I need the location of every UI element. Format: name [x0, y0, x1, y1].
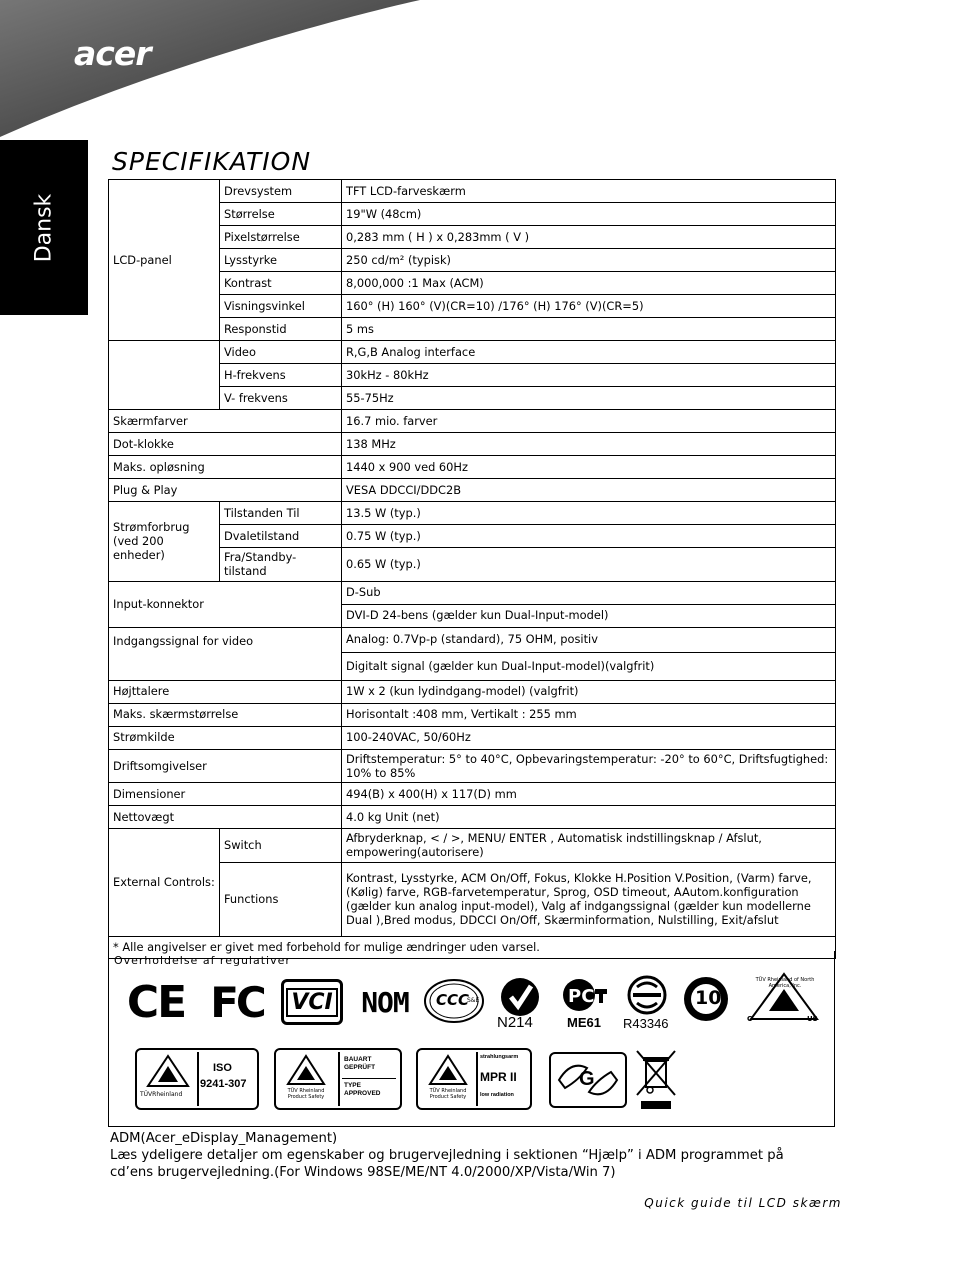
regulatory-section — [108, 951, 835, 1127]
vci-mark-icon: VCI — [281, 979, 343, 1025]
tuv-bauart-type-approved-mark-icon: TÜV Rheinland Product Safety BAUART GEPRÜFT TYPE APPROVED — [274, 1048, 402, 1110]
table-row — [109, 433, 836, 456]
table-row — [109, 806, 836, 829]
spec-value: 0,283 mm ( H ) x 0,283mm ( V ) — [342, 226, 836, 249]
group-label — [109, 341, 220, 410]
spec-label: Maks. skærmstørrelse — [109, 703, 342, 726]
weee-crossed-bin-icon — [633, 1049, 679, 1111]
page-footer: Quick guide til LCD skærm — [644, 1196, 842, 1210]
pct-code: ME61 — [567, 1015, 601, 1030]
table-row — [109, 749, 836, 783]
table-row — [109, 581, 836, 604]
c-tick-code: N214 — [497, 1014, 533, 1031]
table-row — [109, 783, 836, 806]
spec-value: 13.5 W (typ.) — [342, 502, 836, 525]
adm-description: Læs ydeligere detaljer om egenskaber og brugervejledning i sektionen “Hjælp” i ADM programmet på cd’ens brugervejledning.(For Windows 98SE/ME/NT 4.0/2000/XP/Vista/Win 7) — [110, 1148, 784, 1180]
spec-label: V- frekvens — [220, 387, 342, 410]
spec-label: Pixelstørrelse — [220, 226, 342, 249]
rohs-10-mark-icon: 10 — [681, 975, 731, 1023]
regulatory-title: Overholdelse af regulativer — [114, 954, 291, 967]
spec-value: 160° (H) 160° (V)(CR=10) /176° (H) 176° (V)(CR=5) — [342, 295, 836, 318]
spec-value: 1440 x 900 ved 60Hz — [342, 456, 836, 479]
spec-value: 0.65 W (typ.) — [342, 548, 836, 582]
spec-value: 494(B) x 400(H) x 117(D) mm — [342, 783, 836, 806]
spec-value: Kontrast, Lysstyrke, ACM On/Off, Fokus, Klokke H.Position V.Position, (Varm) farve, (Kølig) farve, RGB-farvetemperatur, Sprog, OSD timeout, AAutom.konfiguration (gælder kun analog input-model), Valg af indgangssignal (gælder kun modellerne Dual ),Bred modus, DDCCI On/Off, Skærminformation, Nulstilling, Exit/afslut — [342, 862, 836, 936]
table-row — [109, 479, 836, 502]
spec-label: Strømkilde — [109, 726, 342, 749]
tuv-iso-9241-307-mark-icon: TÜVRheinland ISO 9241-307 — [135, 1048, 259, 1110]
spec-label: Nettovægt — [109, 806, 342, 829]
disclaimer-note: * Alle angivelser er givet med forbehold for mulige ændringer uden varsel. — [109, 936, 836, 958]
spec-label: Skærmfarver — [109, 410, 342, 433]
group-label: LCD-panel — [109, 180, 220, 341]
spec-label: Maks. opløsning — [109, 456, 342, 479]
spec-label: Drevsystem — [220, 180, 342, 203]
spec-table — [108, 179, 836, 959]
header-band — [0, 0, 954, 140]
table-row — [109, 410, 836, 433]
spec-label: Dimensioner — [109, 783, 342, 806]
spec-label: H-frekvens — [220, 364, 342, 387]
table-row — [109, 341, 836, 364]
table-row — [109, 703, 836, 726]
spec-label: Switch — [220, 829, 342, 863]
table-row — [109, 502, 836, 525]
spec-value: 16.7 mio. farver — [342, 410, 836, 433]
spec-label: Responstid — [220, 318, 342, 341]
spec-value: 1W x 2 (kun lydindgang-model) (valgfrit) — [342, 680, 836, 703]
spec-value: 55-75Hz — [342, 387, 836, 410]
table-row — [109, 680, 836, 703]
spec-value: D-Sub — [342, 581, 836, 604]
adm-info — [110, 1130, 830, 1181]
spec-label: Driftsomgivelser — [109, 749, 342, 783]
table-row — [109, 726, 836, 749]
spec-label: Input-konnektor — [109, 581, 342, 627]
spec-value: Analog: 0.7Vp-p (standard), 75 OHM, positiv — [342, 627, 836, 652]
spec-value: 250 cd/m² (typisk) — [342, 249, 836, 272]
spec-value: Afbryderknap, < / >, MENU/ ENTER , Automatisk indstillingsknap / Afslut, empowering(autorisere) — [342, 829, 836, 863]
gost-mark-icon — [627, 975, 667, 1015]
table-row — [109, 829, 836, 863]
spec-label: Indgangssignal for video — [109, 627, 342, 680]
tuv-mpr-ii-mark-icon: TÜV Rheinland Product Safety strahlungsarm MPR II low radiation — [416, 1048, 532, 1110]
ce-mark-icon: CE — [126, 976, 186, 1028]
spec-value: R,G,B Analog interface — [342, 341, 836, 364]
spec-value: Digitalt signal (gælder kun Dual-Input-model)(valgfrit) — [342, 652, 836, 680]
language-tab — [0, 140, 88, 315]
tuv-north-america-mark-icon: TÜV Rheinland of North America, Inc. C US — [747, 971, 821, 1027]
spec-label: Højttalere — [109, 680, 342, 703]
spec-label: Plug & Play — [109, 479, 342, 502]
c-tick-mark-icon — [495, 977, 545, 1017]
table-row — [109, 180, 836, 203]
spec-value: VESA DDCCI/DDC2B — [342, 479, 836, 502]
spec-label: Video — [220, 341, 342, 364]
spec-label: Tilstanden Til — [220, 502, 342, 525]
spec-value: 138 MHz — [342, 433, 836, 456]
spec-value: 4.0 kg Unit (net) — [342, 806, 836, 829]
spec-label: Dot-klokke — [109, 433, 342, 456]
gost-code: R43346 — [623, 1016, 669, 1031]
spec-value: 8,000,000 :1 Max (ACM) — [342, 272, 836, 295]
spec-value: Horisontalt :408 mm, Vertikalt : 255 mm — [342, 703, 836, 726]
language-tab-label: Dansk — [31, 193, 57, 263]
spec-label: Lysstyrke — [220, 249, 342, 272]
spec-label: Dvaletilstand — [220, 525, 342, 548]
adm-title: ADM(Acer_eDisplay_Management) — [110, 1131, 338, 1146]
acer-logo: acer — [74, 34, 151, 73]
spec-label: Functions — [220, 862, 342, 936]
svg-text:PC: PC — [568, 986, 595, 1007]
group-label: External Controls: — [109, 829, 220, 937]
table-row — [109, 627, 836, 652]
spec-value: 100-240VAC, 50/60Hz — [342, 726, 836, 749]
spec-value: 5 ms — [342, 318, 836, 341]
table-row — [109, 456, 836, 479]
page-title: SPECIFIKATION — [112, 147, 312, 176]
spec-label: Fra/Standby-tilstand — [220, 548, 342, 582]
gs-safety-mark-icon: G — [549, 1052, 627, 1108]
spec-value: 19"W (48cm) — [342, 203, 836, 226]
pct-mark-icon — [561, 977, 609, 1013]
spec-value: 30kHz - 80kHz — [342, 364, 836, 387]
spec-value: Driftstemperatur: 5° to 40°C, Opbevaringstemperatur: -20° to 60°C, Driftsfugtighed: 10% to 85% — [342, 749, 836, 783]
fcc-mark-icon: FC — [210, 977, 264, 1027]
spec-value: DVI-D 24-bens (gælder kun Dual-Input-model) — [342, 604, 836, 627]
group-label: Strømforbrug (ved 200 enheder) — [109, 502, 220, 582]
spec-value: 0.75 W (typ.) — [342, 525, 836, 548]
spec-label: Størrelse — [220, 203, 342, 226]
spec-label: Kontrast — [220, 272, 342, 295]
spec-label: Visningsvinkel — [220, 295, 342, 318]
nom-mark-icon: NOM — [361, 985, 409, 1019]
ccc-mark-icon: CCC S&E — [423, 977, 485, 1025]
spec-value: TFT LCD-farveskærm — [342, 180, 836, 203]
